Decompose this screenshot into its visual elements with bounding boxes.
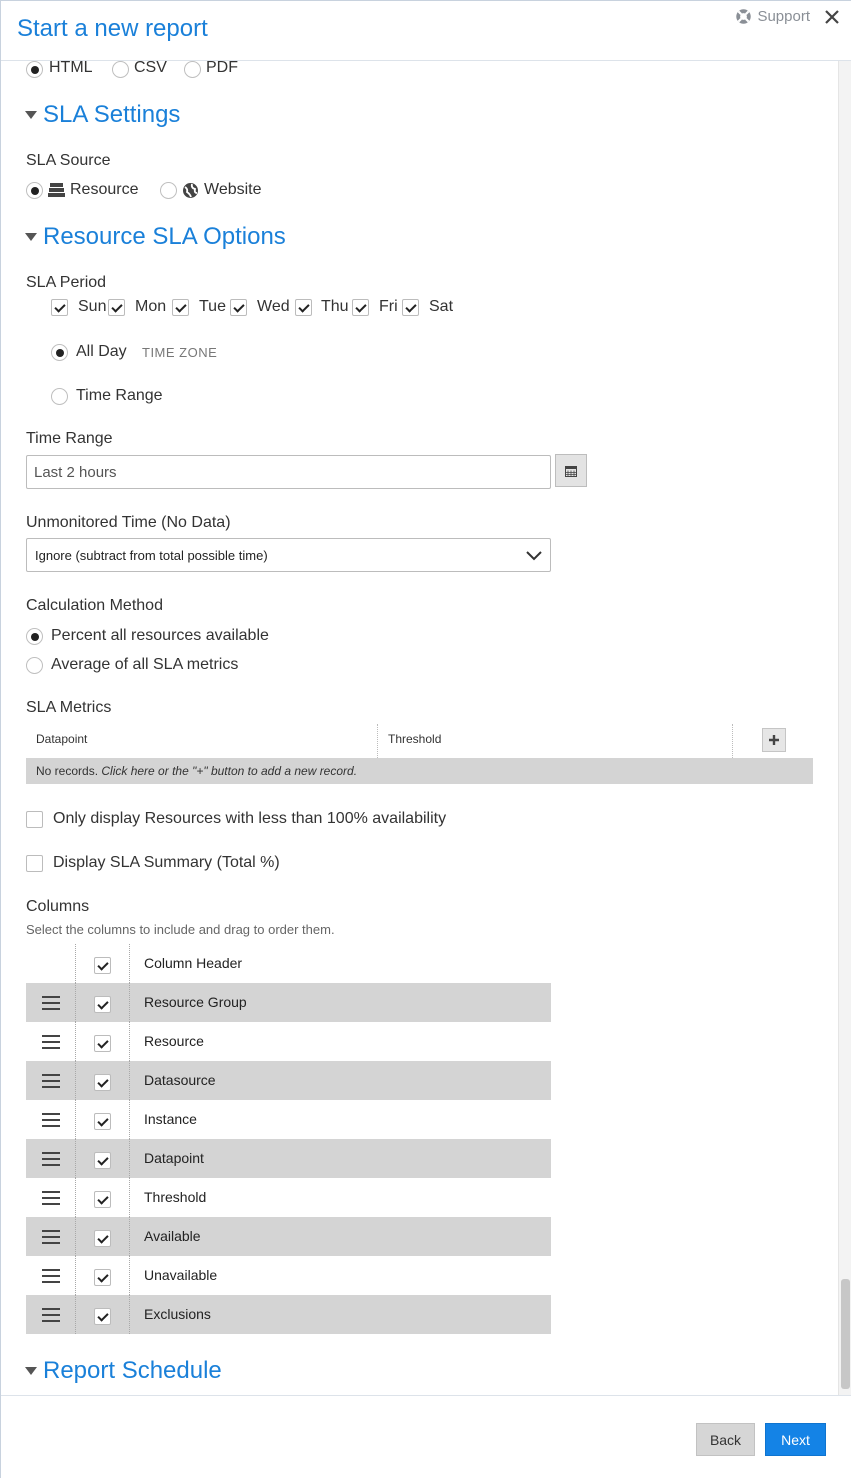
column-divider <box>75 1139 76 1178</box>
metrics-header-divider <box>377 724 378 758</box>
metrics-header-datapoint[interactable]: Datapoint <box>36 732 88 746</box>
day-fri-label: Fri <box>379 298 398 315</box>
sla-source-label: SLA Source <box>26 152 111 169</box>
collapse-triangle-icon[interactable] <box>25 233 37 241</box>
scrollbar-thumb[interactable] <box>841 1279 850 1389</box>
dialog-header <box>1 1 851 61</box>
format-pdf-label: PDF <box>206 61 238 76</box>
drag-handle-icon[interactable] <box>42 1230 60 1244</box>
dialog-footer <box>1 1395 851 1478</box>
support-label: Support <box>757 8 810 25</box>
source-website-label: Website <box>204 181 262 198</box>
drag-handle-icon[interactable] <box>42 996 60 1010</box>
calc-percent-label: Percent all resources available <box>51 627 269 644</box>
all-day-label: All Day <box>76 343 127 360</box>
day-mon-label: Mon <box>135 298 167 315</box>
calendar-icon <box>565 465 577 477</box>
metrics-empty-row[interactable] <box>26 758 813 784</box>
calc-percent-radio[interactable] <box>26 628 43 645</box>
close-icon[interactable] <box>822 7 842 27</box>
source-resource-label: Resource <box>70 181 139 198</box>
column-row-resource[interactable] <box>26 1022 551 1061</box>
format-csv-label: CSV <box>134 61 167 76</box>
day-thu-label: Thu <box>321 298 349 315</box>
calc-average-label: Average of all SLA metrics <box>51 656 239 673</box>
calendar-button[interactable] <box>555 454 587 487</box>
column-label: Resource <box>144 1033 204 1049</box>
column-checkbox[interactable] <box>94 1113 111 1130</box>
column-header-checkbox[interactable] <box>94 957 111 974</box>
column-row-threshold[interactable] <box>26 1178 551 1217</box>
calc-average-radio[interactable] <box>26 657 43 674</box>
column-label: Resource Group <box>144 994 247 1010</box>
column-row-available[interactable] <box>26 1217 551 1256</box>
column-label: Instance <box>144 1111 197 1127</box>
back-button[interactable]: Back <box>696 1423 755 1456</box>
support-link[interactable] <box>735 8 810 25</box>
column-divider <box>75 1295 76 1334</box>
column-divider <box>129 983 130 1022</box>
lifebuoy-icon <box>735 8 752 25</box>
column-divider <box>75 1178 76 1217</box>
day-wed-label: Wed <box>257 298 290 315</box>
metrics-empty-prefix: No records. <box>36 764 99 778</box>
time-range-label: Time Range <box>26 430 113 447</box>
drag-handle-icon[interactable] <box>42 1152 60 1166</box>
drag-handle-icon[interactable] <box>42 1191 60 1205</box>
column-divider <box>75 983 76 1022</box>
day-mon-checkbox[interactable] <box>108 299 125 316</box>
column-label: Available <box>144 1228 201 1244</box>
column-label: Threshold <box>144 1189 207 1205</box>
column-divider <box>129 1295 130 1334</box>
dialog-body[interactable] <box>1 61 838 1395</box>
globe-icon <box>182 182 199 199</box>
column-checkbox[interactable] <box>94 996 111 1013</box>
column-checkbox[interactable] <box>94 1230 111 1247</box>
columns-hint: Select the columns to include and drag to order them. <box>26 922 335 937</box>
columns-header-row <box>26 944 551 983</box>
drag-handle-icon[interactable] <box>42 1308 60 1322</box>
day-sat-checkbox[interactable] <box>402 299 419 316</box>
column-checkbox[interactable] <box>94 1269 111 1286</box>
drag-handle-icon[interactable] <box>42 1269 60 1283</box>
sla-settings-heading[interactable]: SLA Settings <box>43 101 181 128</box>
dialog-title: Start a new report <box>17 15 208 42</box>
vertical-scrollbar[interactable] <box>838 61 851 1395</box>
metrics-header-threshold[interactable]: Threshold <box>388 732 442 746</box>
day-sun-label: Sun <box>78 298 107 315</box>
server-icon <box>48 182 65 198</box>
collapse-triangle-icon[interactable] <box>25 111 37 119</box>
day-tue-label: Tue <box>199 298 226 315</box>
column-divider <box>129 1217 130 1256</box>
column-divider <box>129 1256 130 1295</box>
column-divider <box>129 1139 130 1178</box>
column-label: Exclusions <box>144 1306 211 1322</box>
only-less-label: Only display Resources with less than 100% availability <box>53 810 447 827</box>
column-divider <box>129 1178 130 1217</box>
unmonitored-select[interactable] <box>26 538 551 572</box>
drag-handle-icon[interactable] <box>42 1035 60 1049</box>
drag-handle-icon[interactable] <box>42 1074 60 1088</box>
column-row-datapoint[interactable] <box>26 1139 551 1178</box>
unmonitored-label: Unmonitored Time (No Data) <box>26 514 231 531</box>
drag-handle-icon[interactable] <box>42 1113 60 1127</box>
plus-icon <box>768 734 780 746</box>
day-sat-label: Sat <box>429 298 454 315</box>
source-website-radio[interactable] <box>160 182 177 199</box>
column-divider <box>75 1256 76 1295</box>
column-divider <box>129 1061 130 1100</box>
time-range-option-label: Time Range <box>76 387 163 404</box>
sla-summary-checkbox[interactable] <box>26 855 43 872</box>
chevron-down-icon <box>525 547 543 565</box>
day-fri-checkbox[interactable] <box>352 299 369 316</box>
column-label: Unavailable <box>144 1267 218 1283</box>
column-checkbox[interactable] <box>94 1035 111 1052</box>
resource-sla-heading[interactable]: Resource SLA Options <box>43 223 286 250</box>
format-html-radio[interactable] <box>26 61 43 78</box>
column-row-unavailable[interactable] <box>26 1256 551 1295</box>
day-sun-checkbox[interactable] <box>51 299 68 316</box>
column-divider <box>129 944 130 983</box>
column-divider <box>75 1061 76 1100</box>
collapse-triangle-icon[interactable] <box>25 1367 37 1375</box>
all-day-radio[interactable] <box>51 344 68 361</box>
column-row-resource-group[interactable] <box>26 983 551 1022</box>
day-wed-checkbox[interactable] <box>230 299 247 316</box>
column-divider <box>75 1022 76 1061</box>
day-thu-checkbox[interactable] <box>295 299 312 316</box>
sla-metrics-label: SLA Metrics <box>26 699 112 716</box>
report-schedule-heading[interactable]: Report Schedule <box>43 1357 222 1384</box>
add-metric-button[interactable] <box>762 728 786 752</box>
column-checkbox[interactable] <box>94 1074 111 1091</box>
column-label: Datapoint <box>144 1150 204 1166</box>
unmonitored-value: Ignore (subtract from total possible time) <box>35 547 268 563</box>
sla-summary-label: Display SLA Summary (Total %) <box>53 854 280 871</box>
metrics-empty-hint: Click here or the "+" button to add a new record. <box>101 764 358 778</box>
column-divider <box>129 1022 130 1061</box>
day-tue-checkbox[interactable] <box>172 299 189 316</box>
column-divider <box>75 1100 76 1139</box>
column-label: Datasource <box>144 1072 216 1088</box>
format-html-label: HTML <box>49 61 93 76</box>
column-divider <box>75 1217 76 1256</box>
column-header-label: Column Header <box>144 955 243 971</box>
only-less-checkbox[interactable] <box>26 811 43 828</box>
source-resource-radio[interactable] <box>26 182 43 199</box>
column-checkbox[interactable] <box>94 1308 111 1325</box>
columns-label: Columns <box>26 898 90 915</box>
sla-period-label: SLA Period <box>26 274 107 291</box>
time-range-input[interactable]: Last 2 hours <box>26 455 551 489</box>
column-divider <box>129 1100 130 1139</box>
column-checkbox[interactable] <box>94 1191 111 1208</box>
column-row-datasource[interactable] <box>26 1061 551 1100</box>
format-pdf-radio[interactable] <box>184 61 201 78</box>
next-button[interactable]: Next <box>765 1423 826 1456</box>
column-row-exclusions[interactable] <box>26 1295 551 1334</box>
column-row-instance[interactable] <box>26 1100 551 1139</box>
column-checkbox[interactable] <box>94 1152 111 1169</box>
time-zone-label[interactable]: TIME ZONE <box>142 345 218 360</box>
time-range-radio[interactable] <box>51 388 68 405</box>
column-divider <box>75 944 76 983</box>
calculation-method-label: Calculation Method <box>26 597 163 614</box>
format-csv-radio[interactable] <box>112 61 129 78</box>
metrics-header-divider <box>732 724 733 758</box>
